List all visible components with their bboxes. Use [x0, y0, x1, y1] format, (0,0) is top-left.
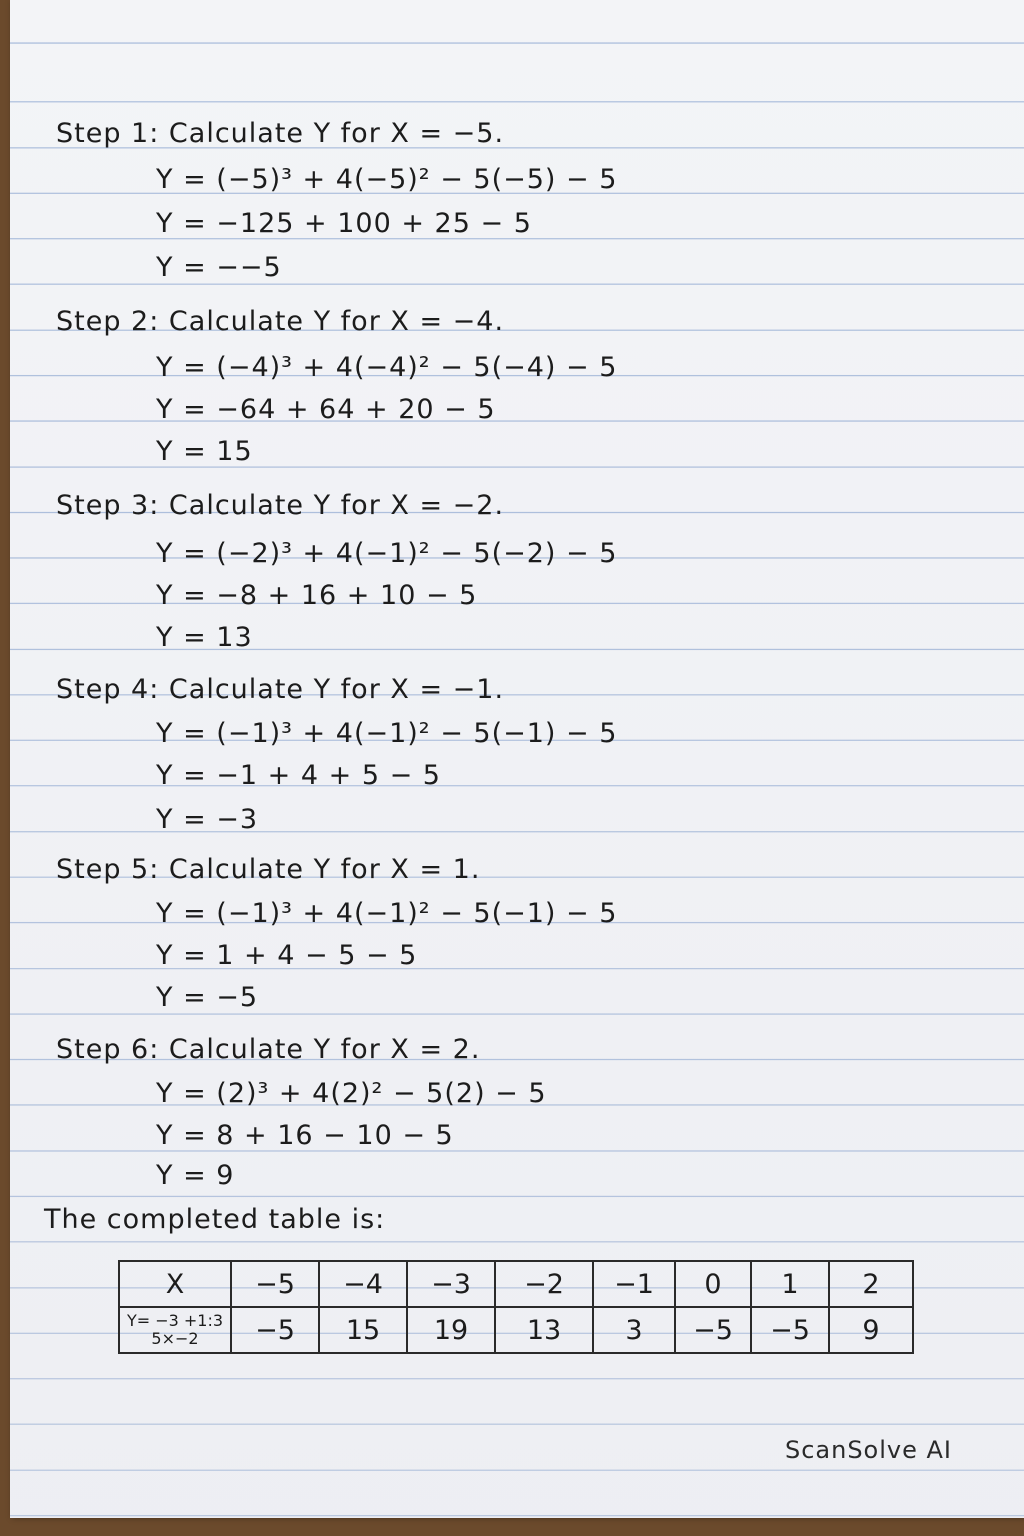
table-header-y	[119, 1307, 231, 1353]
step-1-line-1: Y = (−5)³ + 4(−5)² − 5(−5) − 5	[156, 164, 618, 195]
step-4-heading: Step 4: Calculate Y for X = −1.	[56, 674, 505, 705]
table-header-y-top: Y= −3 +1:3	[126, 1311, 224, 1330]
table-cell-y: −5	[231, 1307, 319, 1353]
table-header-y-bottom: 5×−2	[151, 1329, 199, 1348]
step-2-line-3: Y = 15	[156, 436, 253, 467]
step-2-line-1: Y = (−4)³ + 4(−4)² − 5(−4) − 5	[156, 352, 618, 383]
table-cell-y: 15	[319, 1307, 407, 1353]
step-3-line-3: Y = 13	[156, 622, 253, 653]
table-row-x	[119, 1261, 913, 1307]
step-3-line-2: Y = −8 + 16 + 10 − 5	[156, 580, 478, 611]
step-5-line-2: Y = 1 + 4 − 5 − 5	[156, 940, 418, 971]
table-cell-x: −5	[231, 1261, 319, 1307]
table-cell-x: −3	[407, 1261, 495, 1307]
step-3-heading: Step 3: Calculate Y for X = −2.	[56, 490, 505, 521]
step-5-line-1: Y = (−1)³ + 4(−1)² − 5(−1) − 5	[156, 898, 618, 929]
step-4-line-2: Y = −1 + 4 + 5 − 5	[156, 760, 441, 791]
brand-watermark: ScanSolve AI	[784, 1436, 952, 1464]
step-1-line-2: Y = −125 + 100 + 25 − 5	[156, 208, 532, 239]
step-3-line-1: Y = (−2)³ + 4(−1)² − 5(−2) − 5	[156, 538, 618, 569]
step-6-heading: Step 6: Calculate Y for X = 2.	[56, 1034, 481, 1065]
step-5-line-3: Y = −5	[156, 982, 259, 1013]
step-2-line-2: Y = −64 + 64 + 20 − 5	[156, 394, 496, 425]
notebook-page	[10, 0, 1024, 1518]
step-5-heading: Step 5: Calculate Y for X = 1.	[56, 854, 481, 885]
table-caption: The completed table is:	[44, 1204, 386, 1235]
table-cell-y: 9	[829, 1307, 913, 1353]
table-cell-y: −5	[675, 1307, 751, 1353]
table-cell-x: 0	[675, 1261, 751, 1307]
step-1-heading: Step 1: Calculate Y for X = −5.	[56, 118, 505, 149]
step-4-line-1: Y = (−1)³ + 4(−1)² − 5(−1) − 5	[156, 718, 618, 749]
table-header-x: X	[119, 1261, 231, 1307]
table-row-y	[119, 1307, 913, 1353]
table-cell-x: 1	[751, 1261, 829, 1307]
table-cell-y: 3	[593, 1307, 675, 1353]
table-cell-x: −2	[495, 1261, 593, 1307]
step-1-line-3: Y = −−5	[156, 252, 282, 283]
step-4-line-3: Y = −3	[156, 804, 259, 835]
step-6-line-3: Y = 9	[156, 1160, 235, 1191]
step-6-line-1: Y = (2)³ + 4(2)² − 5(2) − 5	[156, 1078, 547, 1109]
table-cell-y: 13	[495, 1307, 593, 1353]
xy-values-table	[118, 1260, 914, 1354]
table-cell-x: −4	[319, 1261, 407, 1307]
step-6-line-2: Y = 8 + 16 − 10 − 5	[156, 1120, 454, 1151]
table-cell-y: −5	[751, 1307, 829, 1353]
table-cell-x: 2	[829, 1261, 913, 1307]
step-2-heading: Step 2: Calculate Y for X = −4.	[56, 306, 505, 337]
table-cell-y: 19	[407, 1307, 495, 1353]
table-cell-x: −1	[593, 1261, 675, 1307]
